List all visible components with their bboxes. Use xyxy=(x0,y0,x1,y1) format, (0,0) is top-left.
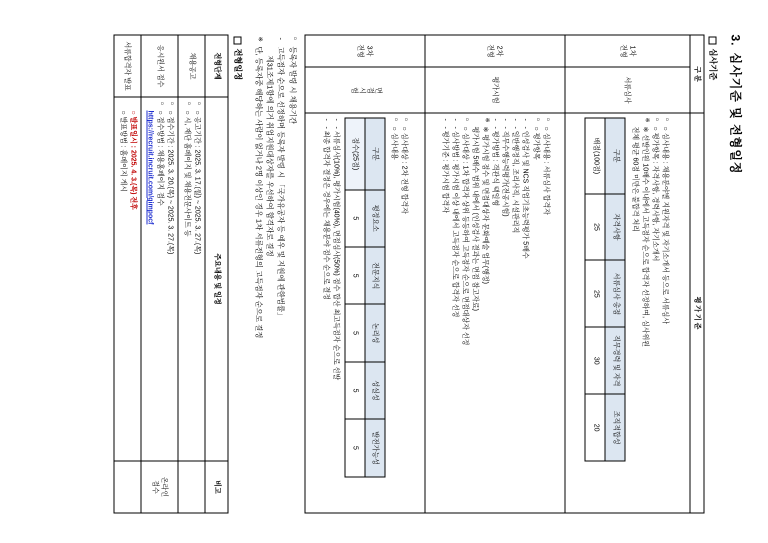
score-value: 25 xyxy=(585,260,605,327)
subsection-criteria-title: 심사기준 xyxy=(707,36,717,513)
criteria-table xyxy=(304,34,704,513)
criteria-line: ○ ○ 심사대상 : 1차 합격자 상위 등등하여 고득점자 순으로 면접대상자 선정 xyxy=(460,117,469,508)
note-cell xyxy=(113,461,140,513)
score-value: 배점(100점) xyxy=(585,118,605,194)
table-row xyxy=(140,35,177,513)
header-content: 주요내용 및 일정 xyxy=(205,97,228,461)
score-table-1 xyxy=(584,117,625,461)
criteria-line: - - 일반행정직, 조리사직, 시설관리직 xyxy=(510,117,519,508)
criteria-line: ○ ○ 평가항목 xyxy=(530,117,539,508)
criteria-line: - - 심사방법 : 평가시험 이상 내에서 고득점자 순으로 합격자 선정 xyxy=(450,117,459,508)
criteria-line: - - 최종 합격자 결정은 경우에는 채용분야 점수 순으로 결정 xyxy=(321,117,330,508)
criteria-notes xyxy=(254,36,297,513)
criteria-line: ○ ○ 평가항목 : 자격사항, 경력사항, 자기소개서 xyxy=(650,117,659,508)
criteria-line: 전체 평균 60점 미만은 불합격 처리 xyxy=(630,126,638,232)
recruit-link[interactable]: https://recruit.incruit.com/gimpocf xyxy=(146,110,154,224)
score-value: 20 xyxy=(585,394,605,461)
criteria-line: - - 서류심사(10%), 평가시험(40%), 면접심사(50%) 점수 합산 최고득점자 순으로 선발 xyxy=(331,117,340,508)
table-header-row xyxy=(205,35,228,513)
checkbox-icon xyxy=(233,36,241,44)
schedule-line: ○ ○ 시, 재단 홈페이지 및 채용전문사이트 등 xyxy=(182,101,191,456)
criteria-line: - - 평가기준 : 평가시험 합격자 xyxy=(440,117,449,508)
subsection-schedule-title: 전형일정 xyxy=(231,36,241,513)
criteria-line: ○ ○ 심사내용 : 채용분야별 지원자격 및 자기소개서 등으로 서류심사 xyxy=(660,117,669,508)
note-line: ※ 단, 등록자중 해당하는 사람이 없거나 2명 이상인 경우 1차 서류전형의 고득점자 순으로 결정 xyxy=(254,36,263,513)
score-header: 조직적합성 xyxy=(605,394,625,461)
score-value: 5 xyxy=(345,189,365,246)
header-division: 구 분 xyxy=(689,35,703,113)
type-label-2: 평가시험 xyxy=(424,67,564,113)
score-header: 서류심사 총점 xyxy=(605,260,625,327)
criteria-cell-3 xyxy=(304,113,424,513)
criteria-cell-1 xyxy=(564,113,689,513)
page-title xyxy=(727,34,742,513)
schedule-line: ○ ○ 접수방법 : 채용홈페이지 접수 xyxy=(155,101,164,456)
note-line: ○ 등록자 발령 시 채용기간 xyxy=(287,36,296,513)
header-eval-criteria: 평 가 기 준 xyxy=(689,113,703,513)
score-value: 5 xyxy=(345,247,365,304)
type-label-3: 면접시험 xyxy=(304,67,424,113)
criteria-line: - - 평가방법 : 객관식 택일형 xyxy=(490,117,499,508)
score-row-label: 점수(25점) xyxy=(345,118,365,190)
section-title: 심사기준 및 전형일정 xyxy=(728,52,742,175)
content-cell xyxy=(140,97,177,461)
criteria-line: ○ ○ 심사대상 : 2차 전형 합격자 xyxy=(399,117,408,508)
section-number: 3. xyxy=(728,34,742,47)
score-value: 30 xyxy=(585,327,605,394)
score-table-3 xyxy=(344,117,385,477)
criteria-line: ※ ※ 평가시험 점수 및 면접대상자 문화예술 업무(행정) xyxy=(480,117,489,508)
stage-cell: 채용공고 xyxy=(178,35,205,97)
schedule-line: ○ ○ 공고기간 : 2025. 3. 17.(월) ~ 2025. 3. 27.(목) xyxy=(192,101,201,456)
round-label-3: 3차 전형 xyxy=(304,35,424,67)
score-value: 5 xyxy=(345,361,365,418)
criteria-line: ※ ※ 선발인원 10배수 이내에서 고득점자 순으로 합격자 선정하며, 심사위원 xyxy=(640,117,649,508)
note-line: 제31조제1항에 의거 취업지원대상자를 우선하여 합격자로 결정 xyxy=(265,55,275,257)
checkbox-icon xyxy=(708,36,716,44)
note-line: - 고득점자 순으로 선정하며 등록자 발령 시 「국가유공자 등 예우 및 지원에 관한법률」 xyxy=(276,36,285,513)
score-header: 평정요소 xyxy=(365,189,385,246)
score-header: 구분 xyxy=(365,118,385,190)
content-cell xyxy=(113,97,140,461)
note-cell xyxy=(178,461,205,513)
schedule-line: ○ 발표일시 : 2025. 4. 3.(목) 전후 xyxy=(128,110,136,210)
round-label-2: 2차 전형 xyxy=(424,35,564,67)
header-note: 비고 xyxy=(205,461,228,513)
schedule-line: ○ ○ 접수기간 : 2025. 3. 20.(목) ~ 2025. 3. 27.(목) xyxy=(165,101,174,456)
criteria-cell-2 xyxy=(424,113,564,513)
table-row xyxy=(178,35,205,513)
score-header: 구분 xyxy=(605,118,625,194)
criteria-line: - - 인성검사 및 NCS 직업기초능력평가 5배수 xyxy=(520,117,529,508)
schedule-table xyxy=(113,34,229,513)
table-row xyxy=(304,35,424,513)
header-stage: 전형단계 xyxy=(205,35,228,97)
score-header: 직무경력 및 자격 xyxy=(605,327,625,394)
table-row xyxy=(113,35,140,513)
stage-cell: 서류합격자 발표 xyxy=(113,35,140,97)
score-header: 전문지식 xyxy=(365,247,385,304)
round-label-1: 1차 전형 xyxy=(564,35,689,67)
score-header: 성실성 xyxy=(365,361,385,418)
table-header-row xyxy=(689,35,703,513)
score-value: 5 xyxy=(345,304,365,361)
note-cell: 온라인 접수 xyxy=(140,461,177,513)
score-value: 5 xyxy=(345,419,365,476)
criteria-line: ○ ○ 심사내용 : 서류심사 합격자 xyxy=(541,117,550,508)
table-row xyxy=(564,35,689,513)
score-header: 논리성 xyxy=(365,304,385,361)
score-header: 발전가능성 xyxy=(365,419,385,476)
criteria-line: ○ ○ 심사내용 xyxy=(389,117,398,508)
type-label-1: 서류심사 xyxy=(564,67,689,113)
schedule-line: ○ 발표방법 : 홈페이지 게시 xyxy=(118,110,126,192)
score-header: 자격사항 xyxy=(605,193,625,260)
criteria-line: - - 직무수행능력평가(전공시험) xyxy=(500,117,509,508)
stage-cell: 응시원서 접수 xyxy=(140,35,177,97)
table-row xyxy=(424,35,564,513)
score-value: 25 xyxy=(585,193,605,260)
content-cell xyxy=(178,97,205,461)
criteria-line: 평가시험 5배수 범위 내에서 (인성검사 결과는 면접 참고자료) xyxy=(471,126,479,311)
